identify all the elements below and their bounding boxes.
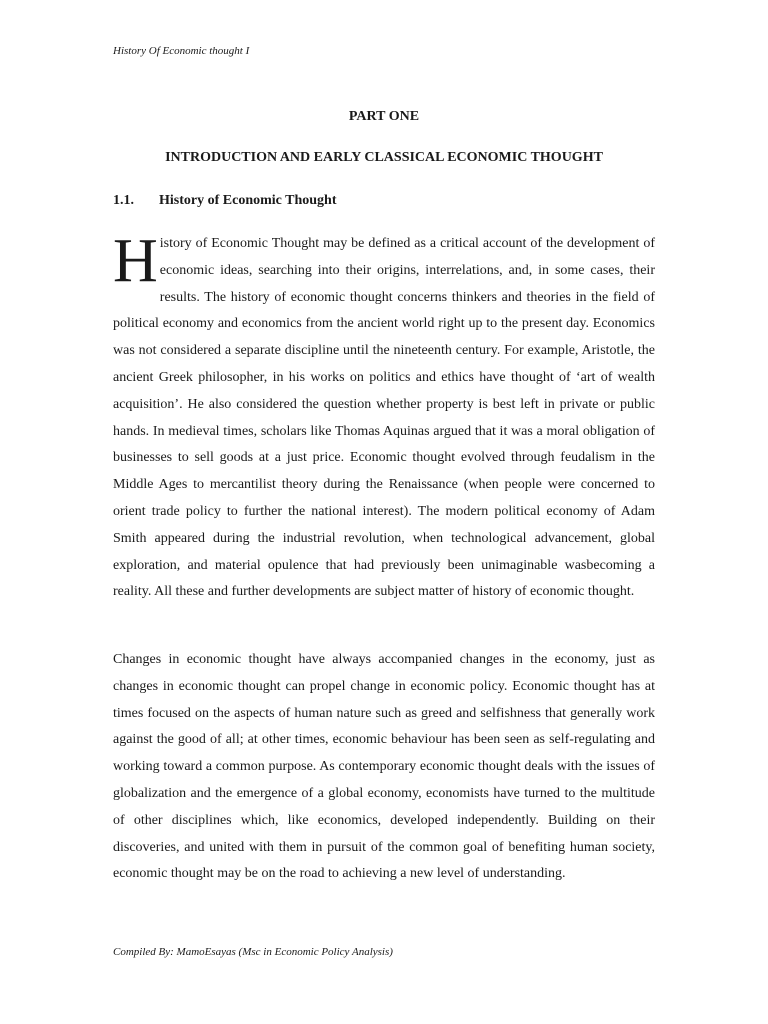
- part-title: PART ONE: [348, 109, 420, 124]
- section-number: 1.1.: [113, 193, 134, 208]
- body-paragraph: Changes in economic thought have always accompanied changes in the economy, just as changes in economic thought can propel change in economic policy. Economic thought has at times focused on the aspects of human nature such as greed and selfishness that generally work against the good of all; at other times, economic behaviour has been seen as self-regulating and working toward a common purpose. As contemporary economic thought deals with the issues of globalization and the emergence of a global economy, economists have turned to the multitude of other disciplines which, like economics, developed independently. Building on their discoveries, and united with them in pursuit of the common goal of benefiting human society, economic thought may be on the road to achieving a new level of understanding.: [113, 652, 655, 882]
- section-heading: [113, 193, 336, 209]
- body-paragraph: [113, 227, 655, 606]
- running-footer: Compiled By: MamoEsayas (Msc in Economic Policy Analysis): [113, 946, 393, 958]
- chapter-title: INTRODUCTION AND EARLY CLASSICAL ECONOMIC THOUGHT: [165, 150, 603, 165]
- paragraph-text: istory of Economic Thought may be defined as a critical account of the development of economic ideas, searching into their origins, interrelations, and, in some cases, their results. The history of economic thought concerns thinkers and theories in the field of political economy and economics from the ancient world right up to the present day. Economics was not considered a separate discipline until the nineteenth century. For example, Aristotle, the ancient Greek philosopher, in his works on politics and ethics have thought of ‘art of wealth acquisition’. He also considered the question whether property is best left in private or public hands. In medieval times, scholars like Thomas Aquinas argued that it was a moral obligation of businesses to sell goods at a just price. Economic thought evolved through feudalism in the Middle Ages to mercantilist theory during the Renaissance (when people were concerned to orient trade policy to further the national interest). The modern political economy of Adam Smith appeared during the industrial revolution, when technological advancement, global exploration, and material opulence that had previously been unimaginable wasbecoming a reality. All these and further developments are subject matter of history of economic thought.: [113, 236, 655, 600]
- drop-cap: H: [113, 227, 158, 295]
- section-title: History of Economic Thought: [159, 193, 337, 208]
- running-header: History Of Economic thought I: [113, 45, 250, 57]
